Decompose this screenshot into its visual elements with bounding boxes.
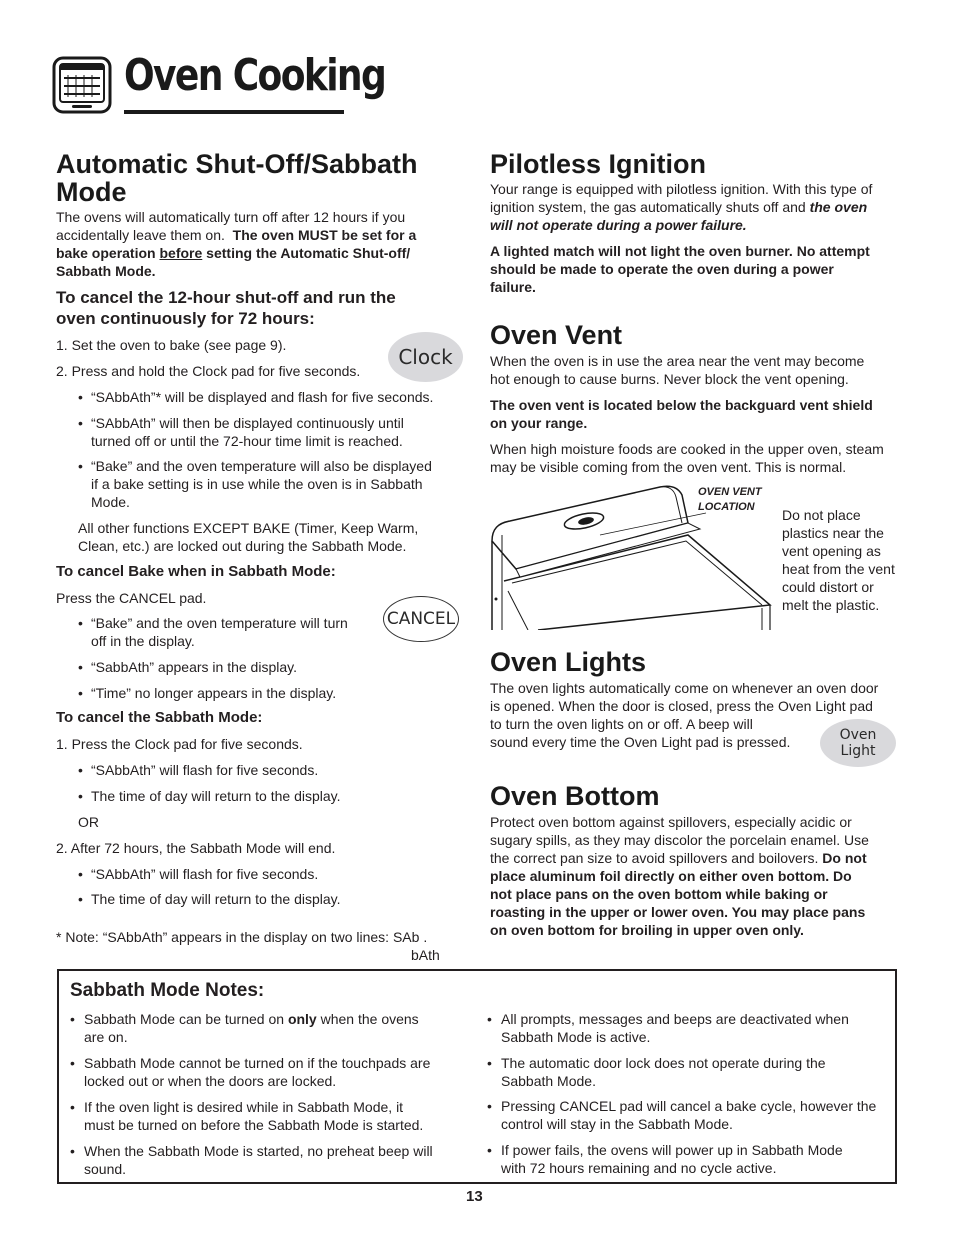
list-item: • “SAbbAth” will flash for five seconds.	[78, 762, 319, 778]
cancel-step-1: 1. Press the Clock pad for five seconds.	[56, 736, 303, 752]
vent-text: When the oven is in use the area near the vent may become hot enough to cause burns. Never block the vent opening.	[490, 353, 865, 387]
vent-steam-text: When high moisture foods are cooked in the upper oven, steam may be visible coming from the oven vent. This is normal.	[490, 441, 884, 475]
intro-text: The ovens will automatically turn off after 12 hours if you	[56, 209, 406, 225]
vent-plastic-note: Do not place plastics near the vent opening as heat from the vent could distort or melt the plastic.	[782, 507, 895, 613]
oven-light-pad-icon: Oven Light	[820, 719, 896, 767]
page-title: Oven Cooking	[124, 50, 386, 101]
oven-lights-heading: Oven Lights	[490, 647, 647, 677]
note-item: • When the Sabbath Mode is started, no preheat beep will sound.	[70, 1143, 433, 1177]
intro-bold: Sabbath Mode.	[56, 263, 156, 279]
clock-pad-label: Clock	[398, 345, 453, 369]
vent-location-label: OVEN VENT LOCATION	[698, 486, 762, 513]
vent-location-text: The oven vent is located below the backguard vent shield on your range.	[490, 397, 873, 431]
cancel-bake-heading: To cancel Bake when in Sabbath Mode:	[56, 563, 336, 580]
step-1: 1. Set the oven to bake (see page 9).	[56, 337, 287, 353]
subheading-line: oven continuously for 72 hours:	[56, 309, 315, 328]
subheading-line: To cancel the 12-hour shut-off and run the	[56, 288, 396, 307]
cancel-12hr-heading	[56, 287, 396, 329]
sabbath-heading	[56, 150, 417, 206]
note-item: • Sabbath Mode can be turned on only when the ovens are on.	[70, 1011, 419, 1045]
sabbath-heading-line2: Mode	[56, 177, 127, 207]
cancel-pad-label: CANCEL	[386, 609, 456, 629]
oven-vent-heading: Oven Vent	[490, 320, 623, 350]
list-item: • “Bake” and the oven temperature will turn off in the display.	[78, 615, 348, 649]
sabbath-intro	[56, 208, 456, 280]
footnote-line2: bAth	[411, 947, 440, 963]
list-item: • “SAbbAth” will flash for five seconds.	[78, 866, 319, 882]
intro-bold: bake operation	[56, 245, 156, 261]
intro-bold: setting the Automatic Shut-off/	[206, 245, 411, 261]
note-item: • Sabbath Mode cannot be turned on if the touchpads are locked out or when the doors are locked.	[70, 1055, 431, 1089]
note-item: • All prompts, messages and beeps are deactivated when Sabbath Mode is active.	[487, 1011, 849, 1045]
clock-pad-icon	[388, 332, 463, 382]
cancel-step-2: 2. After 72 hours, the Sabbath Mode will end.	[56, 840, 336, 856]
cancel-sabbath-heading: To cancel the Sabbath Mode:	[56, 709, 263, 726]
list-item: • “SAbbAth”* will be displayed and flash for five seconds.	[78, 389, 434, 405]
note-item: • The automatic door lock does not operate during the Sabbath Mode.	[487, 1055, 826, 1089]
notes-heading: Sabbath Mode Notes:	[70, 980, 265, 1001]
list-item: • “SAbbAth” will then be displayed continuously until turned off or until the 72-hour time limit is reached.	[78, 415, 404, 449]
footnote: * Note: “SAbbAth” appears in the display on two lines: SAb .	[56, 929, 428, 945]
step-2: 2. Press and hold the Clock pad for five seconds.	[56, 363, 361, 379]
intro-bold: The oven MUST be set for a	[232, 227, 417, 243]
bottom-text: Protect oven bottom against spillovers, especially acidic or sugary spills, as they may discolor the porcelain enamel. Use the correct pan size to avoid spillovers and boilovers. Do not place aluminum foil directly on either oven bottom. Do not place pans on the oven bottom while baking or roasting in the upper or lower oven. You may place pans on oven bottom for broiling in upper oven only.	[490, 814, 869, 938]
note-item: • If the oven light is desired while in Sabbath Mode, it must be turned on before the Sabbath Mode is started.	[70, 1099, 424, 1133]
list-item: • “Bake” and the oven temperature will also be displayed if a bake setting is in use while the oven is in Sabbath Mode.	[78, 458, 432, 510]
list-item: • “Time” no longer appears in the display.	[78, 685, 337, 701]
intro-underline: before	[159, 245, 203, 261]
oven-bottom-heading: Oven Bottom	[490, 781, 660, 811]
note-item: • If power fails, the ovens will power up in Sabbath Mode with 72 hours remaining and no cycle active.	[487, 1142, 843, 1176]
locked-functions-note: All other functions EXCEPT BAKE (Timer, Keep Warm, Clean, etc.) are locked out during the Sabbath Mode.	[78, 520, 419, 554]
list-item: • The time of day will return to the display.	[78, 891, 341, 907]
press-cancel-text: Press the CANCEL pad.	[56, 590, 207, 606]
pilotless-text: Your range is equipped with pilotless ignition. With this type of ignition system, the gas automatically shuts off and the oven will not operate during a power failure.	[490, 181, 873, 233]
title-underline	[124, 110, 344, 114]
cancel-pad-icon	[383, 596, 459, 642]
sabbath-notes-box	[57, 969, 897, 1184]
page-number: 13	[466, 1188, 483, 1205]
note-item: • Pressing CANCEL pad will cancel a bake cycle, however the control will stay in the Sabbath Mode.	[487, 1098, 877, 1132]
sabbath-heading-line1: Automatic Shut-Off/Sabbath	[56, 149, 418, 179]
list-item: • “SabbAth” appears in the display.	[78, 659, 297, 675]
lights-text: The oven lights automatically come on whenever an oven door is opened. When the door is closed, press the Oven Light pad to turn the oven lights on or off. A beep will sound every time the Oven Light pad is pressed.	[490, 680, 879, 750]
pilotless-heading: Pilotless Ignition	[490, 149, 707, 179]
pilotless-warning: A lighted match will not light the oven burner. No attempt should be made to operate the oven during a power failure.	[490, 243, 870, 295]
or-text: OR	[78, 814, 99, 830]
intro-text: accidentally leave them on.	[56, 227, 225, 243]
oven-icon	[52, 56, 112, 114]
list-item: • The time of day will return to the display.	[78, 788, 341, 804]
